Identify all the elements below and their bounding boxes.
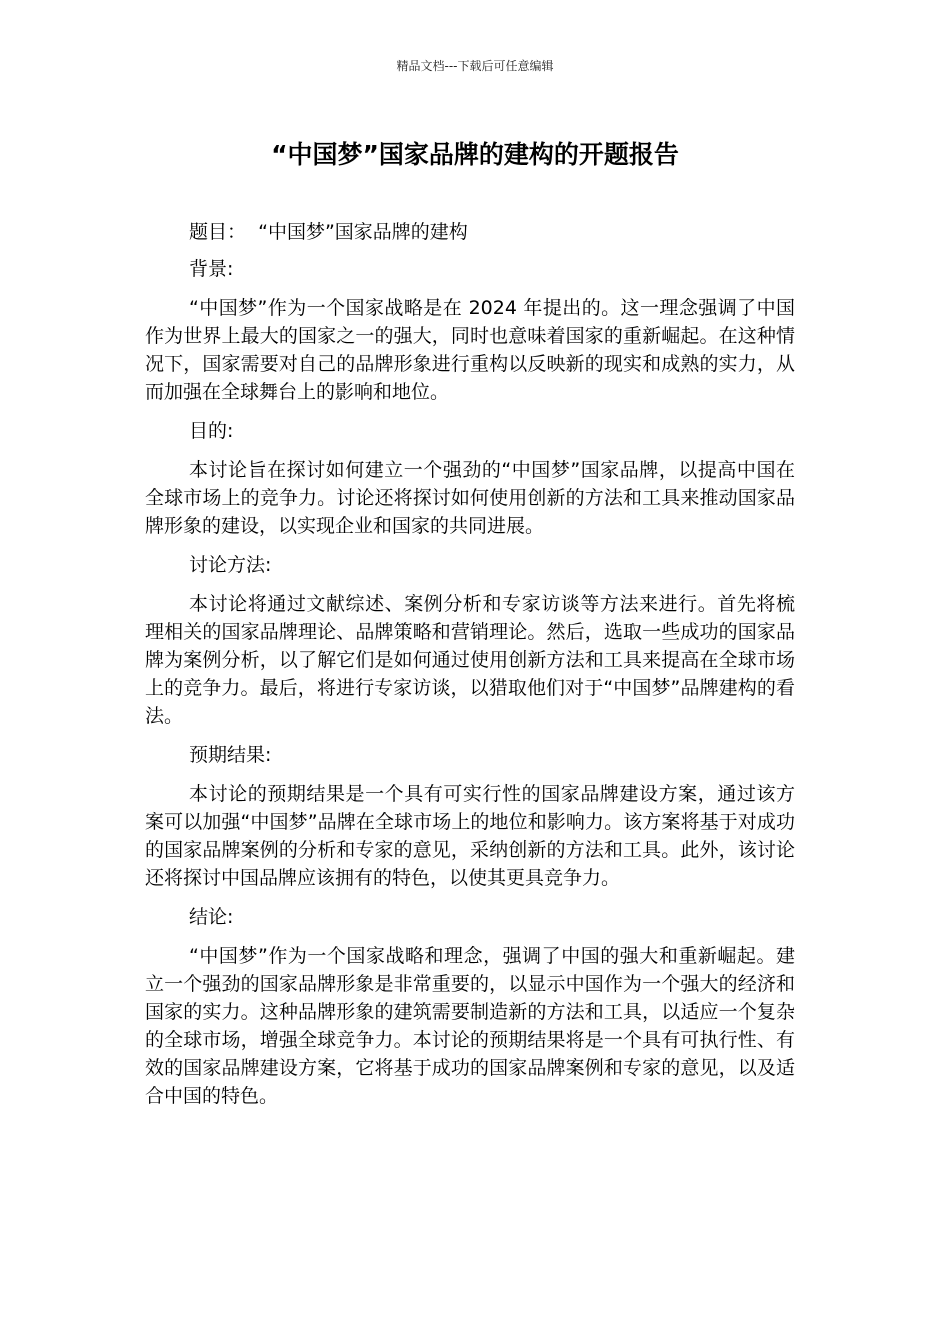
section-body-purpose: 本讨论旨在探讨如何建立一个强劲的“中国梦”国家品牌，以提高中国在全球市场上的竞争力。讨论还将探讨如何使用创新的方法和工具来推动国家品牌形象的建设，以实现企业和国家的共同进展。: [145, 459, 795, 537]
topic-value: “中国梦”国家品牌的建构: [258, 221, 468, 243]
section-label-background: 背景:: [189, 258, 234, 280]
section-body-conclusion: “中国梦”作为一个国家战略和理念，强调了中国的强大和重新崛起。建立一个强劲的国家品牌形象是非常重要的，以显示中国作为一个强大的经济和国家的实力。这种品牌形象的建筑需要制造新的方法和工具，以适应一个复杂的全球市场，增强全球竞争力。本讨论的预期结果将是一个具有可执行性、有效的国家品牌建设方案，它将基于成功的国家品牌案例和专家的意见，以及适合中国的特色。: [145, 945, 795, 1107]
section-label-conclusion: 结论:: [189, 906, 234, 928]
section-body-expected-results: 本讨论的预期结果是一个具有可实行性的国家品牌建设方案，通过该方案可以加强“中国梦”品牌在全球市场上的地位和影响力。该方案将基于对成功的国家品牌案例的分析和专家的意见，采纳创新的方法和工具。此外，该讨论还将探讨中国品牌应该拥有的特色，以使其更具竞争力。: [145, 783, 795, 889]
section-label-method: 讨论方法:: [189, 554, 272, 576]
section-label-purpose: 目的:: [189, 420, 234, 442]
section-body-background: “中国梦”作为一个国家战略是在 2024 年提出的。这一理念强调了中国作为世界上最大的国家之一的强大，同时也意味着国家的重新崛起。在这种情况下，国家需要对自己的品牌形象进行重构以反映新的现实和成熟的实力，从而加强在全球舞台上的影响和地位。: [145, 297, 795, 403]
section-body-method: 本讨论将通过文献综述、案例分析和专家访谈等方法来进行。首先将梳理相关的国家品牌理论、品牌策略和营销理论。然后，选取一些成功的国家品牌为案例分析，以了解它们是如何通过使用创新方法和工具来提高在全球市场上的竞争力。最后，将进行专家访谈，以猎取他们对于“中国梦”品牌建构的看法。: [145, 593, 795, 727]
document-body: [145, 218, 795, 1110]
topic-line: [145, 218, 795, 246]
section-label-expected-results: 预期结果:: [189, 744, 272, 766]
topic-label: 题目：: [189, 221, 247, 243]
page-header-note: 精品文档---下载后可任意编辑: [396, 59, 554, 73]
document-title: “中国梦”国家品牌的建构的开题报告: [271, 140, 679, 169]
